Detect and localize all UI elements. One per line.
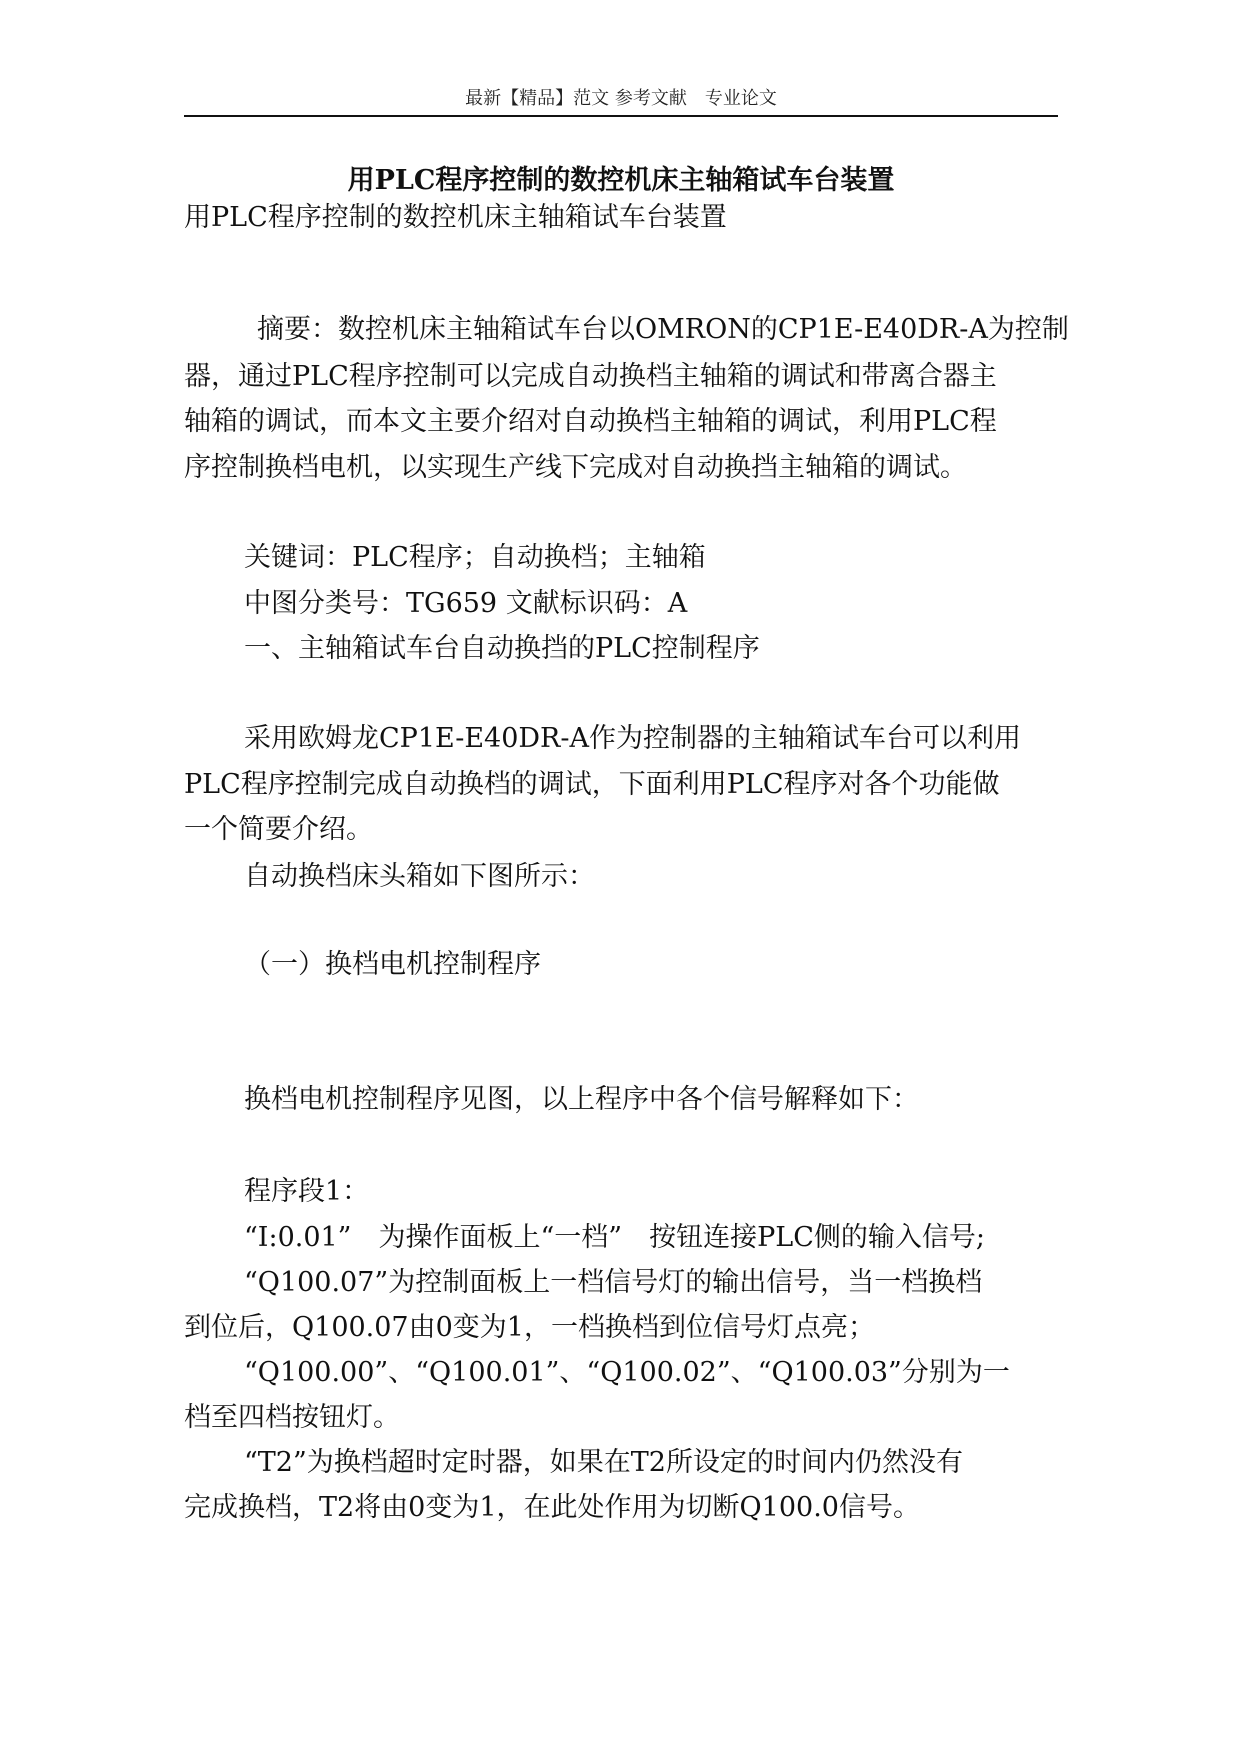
document-subtitle: 用PLC程序控制的数控机床主轴箱试车台装置 bbox=[184, 202, 727, 233]
intro-paragraph-line: PLC程序控制完成自动换档的调试，下面利用PLC程序对各个功能做 bbox=[184, 769, 1000, 800]
subsection-heading: （一）换档电机控制程序 bbox=[244, 949, 541, 980]
page-header: 最新【精品】范文 参考文献 专业论文 bbox=[465, 88, 777, 109]
document-title: 用PLC程序控制的数控机床主轴箱试车台装置 bbox=[347, 165, 895, 196]
abstract-line: 器，通过PLC程序控制可以完成自动换档主轴箱的调试和带离合器主 bbox=[184, 361, 997, 392]
signal-description-line: “I:0.01” 为操作面板上“一档” 按钮连接PLC侧的输入信号; bbox=[244, 1222, 985, 1253]
program-description: 换档电机控制程序见图，以上程序中各个信号解释如下： bbox=[244, 1084, 919, 1115]
signal-description-line: 档至四档按钮灯。 bbox=[184, 1402, 400, 1433]
section-heading: 一、主轴箱试车台自动换挡的PLC控制程序 bbox=[244, 633, 760, 664]
intro-paragraph-line: 采用欧姆龙CP1E-E40DR-A作为控制器的主轴箱试车台可以利用 bbox=[244, 723, 1022, 754]
signal-description-line: “Q100.07”为控制面板上一档信号灯的输出信号，当一档换档 bbox=[244, 1267, 983, 1298]
abstract-line: 摘要：数控机床主轴箱试车台以OMRON的CP1E-E40DR-A为控制 bbox=[257, 314, 1069, 345]
signal-description-line: “Q100.00”、“Q100.01”、“Q100.02”、“Q100.03”分别为一 bbox=[244, 1357, 1010, 1388]
segment-label: 程序段1： bbox=[244, 1176, 370, 1207]
classification-code: 中图分类号：TG659 文献标识码：A bbox=[244, 588, 688, 619]
signal-description-line: 完成换档，T2将由0变为1，在此处作用为切断Q100.0信号。 bbox=[184, 1492, 920, 1523]
abstract-line: 轴箱的调试，而本文主要介绍对自动换档主轴箱的调试，利用PLC程 bbox=[184, 406, 997, 437]
abstract-line: 序控制换档电机，以实现生产线下完成对自动换挡主轴箱的调试。 bbox=[184, 452, 967, 483]
signal-description-line: “T2”为换档超时定时器，如果在T2所设定的时间内仍然没有 bbox=[244, 1447, 963, 1478]
signal-description-line: 到位后，Q100.07由0变为1，一档换档到位信号灯点亮； bbox=[184, 1312, 875, 1343]
figure-intro: 自动换档床头箱如下图所示： bbox=[244, 861, 595, 892]
header-divider bbox=[184, 115, 1058, 117]
intro-paragraph-line: 一个简要介绍。 bbox=[184, 814, 373, 845]
keywords: 关键词：PLC程序；自动换档；主轴箱 bbox=[244, 542, 706, 573]
